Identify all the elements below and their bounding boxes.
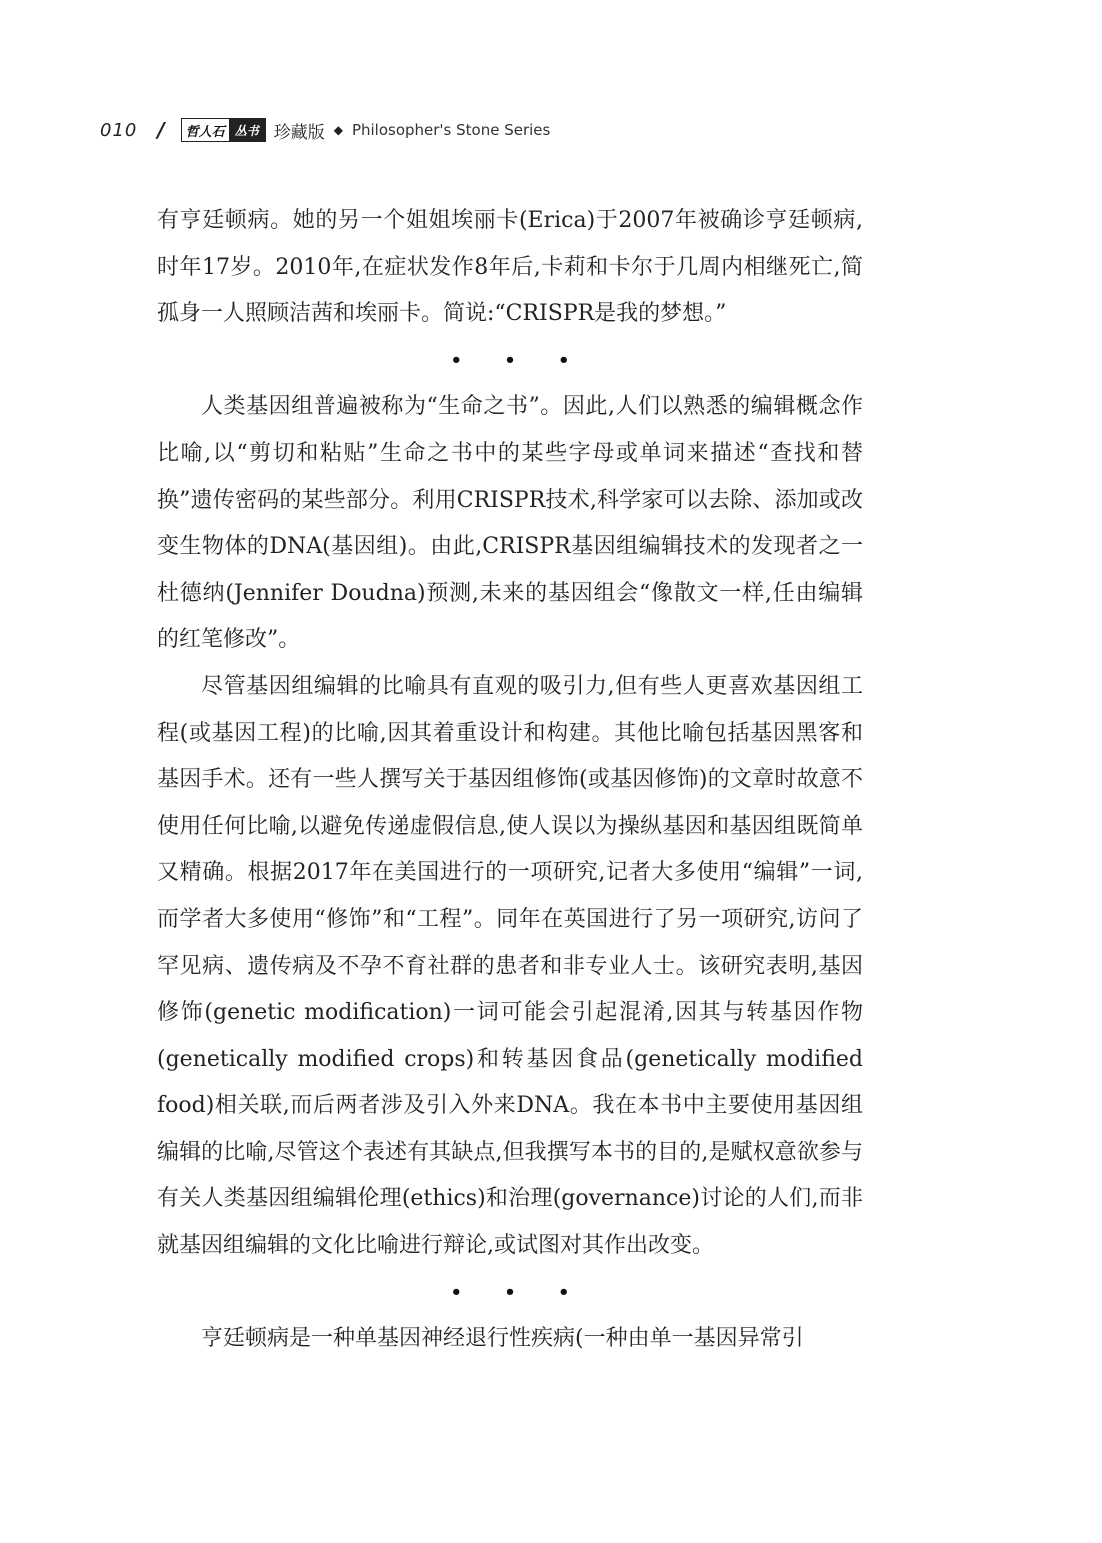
body-text	[157, 198, 863, 1363]
page-number: 010	[100, 119, 138, 141]
section-separator: • • •	[450, 1281, 588, 1303]
section-separator: • • •	[450, 349, 588, 371]
series-logo	[181, 118, 266, 142]
series-name: Philosopher's Stone Series	[351, 121, 551, 139]
diamond-icon: ◆	[333, 123, 343, 137]
running-header	[100, 116, 550, 144]
paragraph: 人类基因组普遍被称为“生命之书”。因此,人们以熟悉的编辑概念作比喻,以“剪切和粘贴”生命之书中的某些字母或单词来描述“查找和替换”遗传密码的某些部分。利用CRISPR技术,科学家可以去除、添加或改变生物体的DNA(基因组)。由此,CRISPR基因组编辑技术的发现者之一杜德纳(Jennifer Doudna)预测,未来的基因组会“像散文一样,任由编辑的红笔修改”。	[157, 394, 863, 653]
paragraph: 尽管基因组编辑的比喻具有直观的吸引力,但有些人更喜欢基因组工程(或基因工程)的比喻,因其着重设计和构建。其他比喻包括基因黑客和基因手术。还有一些人撰写关于基因组修饰(或基因修饰)的文章时故意不使用任何比喻,以避免传递虚假信息,使人误以为操纵基因和基因组既简单又精确。根据2017年在美国进行的一项研究,记者大多使用“编辑”一词,而学者大多使用“修饰”和“工程”。同年在英国进行了另一项研究,访问了罕见病、遗传病及不孕不育社群的患者和非专业人士。该研究表明,基因修饰(genetic modification)一词可能会引起混淆,因其与转基因作物(genetically modified crops)和转基因食品(genetically modified food)相关联,而后两者涉及引入外来DNA。我在本书中主要使用基因组编辑的比喻,尽管这个表述有其缺点,但我撰写本书的目的,是赋权意欲参与有关人类基因组编辑伦理(ethics)和治理(governance)讨论的人们,而非就基因组编辑的文化比喻进行辩论,或试图对其作出改变。	[157, 673, 863, 1259]
series-logo-text-a: 哲人石	[182, 119, 229, 141]
paragraph: 亨廷顿病是一种单基因神经退行性疾病(一种由单一基因异常引	[201, 1326, 804, 1352]
paragraph-continued: 有亨廷顿病。她的另一个姐姐埃丽卡(Erica)于2007年被确诊亨廷顿病,时年17岁。2010年,在症状发作8年后,卡莉和卡尔于几周内相继死亡,简孤身一人照顾洁茜和埃丽卡。简说:“CRISPR是我的梦想。”	[157, 208, 863, 327]
series-logo-text-b: 丛书	[229, 119, 265, 141]
edition-label: 珍藏版	[273, 122, 325, 143]
header-slash: /	[157, 118, 165, 142]
